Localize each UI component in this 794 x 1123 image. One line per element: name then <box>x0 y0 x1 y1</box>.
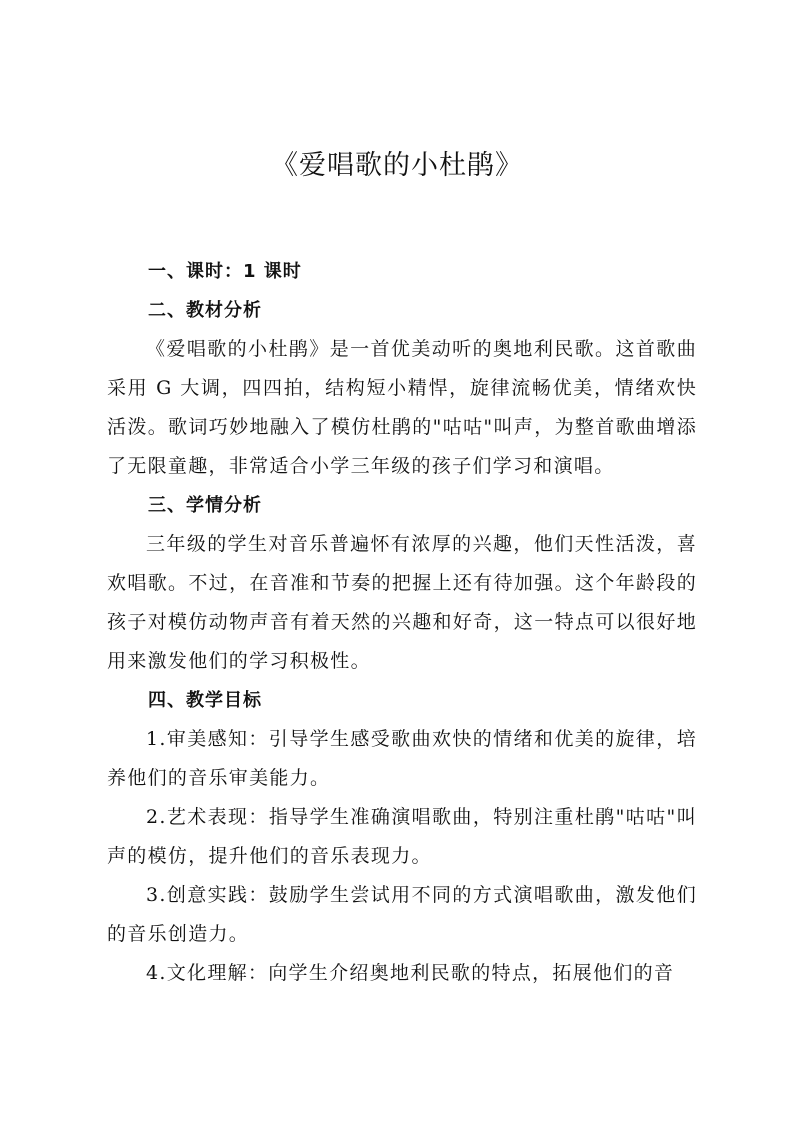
goal-item-creative: 3.创意实践：鼓励学生尝试用不同的方式演唱歌曲，激发他们的音乐创造力。 <box>107 884 697 945</box>
goal-item-culture: 4.文化理解：向学生介绍奥地利民歌的特点，拓展他们的音 <box>146 962 675 984</box>
section-students-heading: 三、学情分析 <box>148 495 262 516</box>
section-goals-heading: 四、教学目标 <box>148 690 262 711</box>
document-body <box>107 252 697 993</box>
goal-item-aesthetic: 1.审美感知：引导学生感受歌曲欢快的情绪和优美的旋律，培养他们的音乐审美能力。 <box>107 728 697 789</box>
section-hours: 一、课时：1 课时 <box>148 261 302 282</box>
section-students-text: 三年级的学生对音乐普遍怀有浓厚的兴趣，他们天性活泼，喜欢唱歌。不过，在音准和节奏的把握上还有待加强。这个年龄段的孩子对模仿动物声音有着天然的兴趣和好奇，这一特点可以很好地用来激发他们的学习积极性。 <box>107 533 697 672</box>
section-material-heading: 二、教材分析 <box>148 300 262 321</box>
section-material-text: 《爱唱歌的小杜鹃》是一首优美动听的奥地利民歌。这首歌曲采用 G 大调，四四拍，结构短小精悍，旋律流畅优美，情绪欢快活泼。歌词巧妙地融入了模仿杜鹃的"咕咕"叫声，为整首歌曲增添了无限童趣，非常适合小学三年级的孩子们学习和演唱。 <box>107 338 697 477</box>
page-title: 《爱唱歌的小杜鹃》 <box>271 150 523 181</box>
goal-item-performance: 2.艺术表现：指导学生准确演唱歌曲，特别注重杜鹃"咕咕"叫声的模仿，提升他们的音乐表现力。 <box>107 806 697 867</box>
